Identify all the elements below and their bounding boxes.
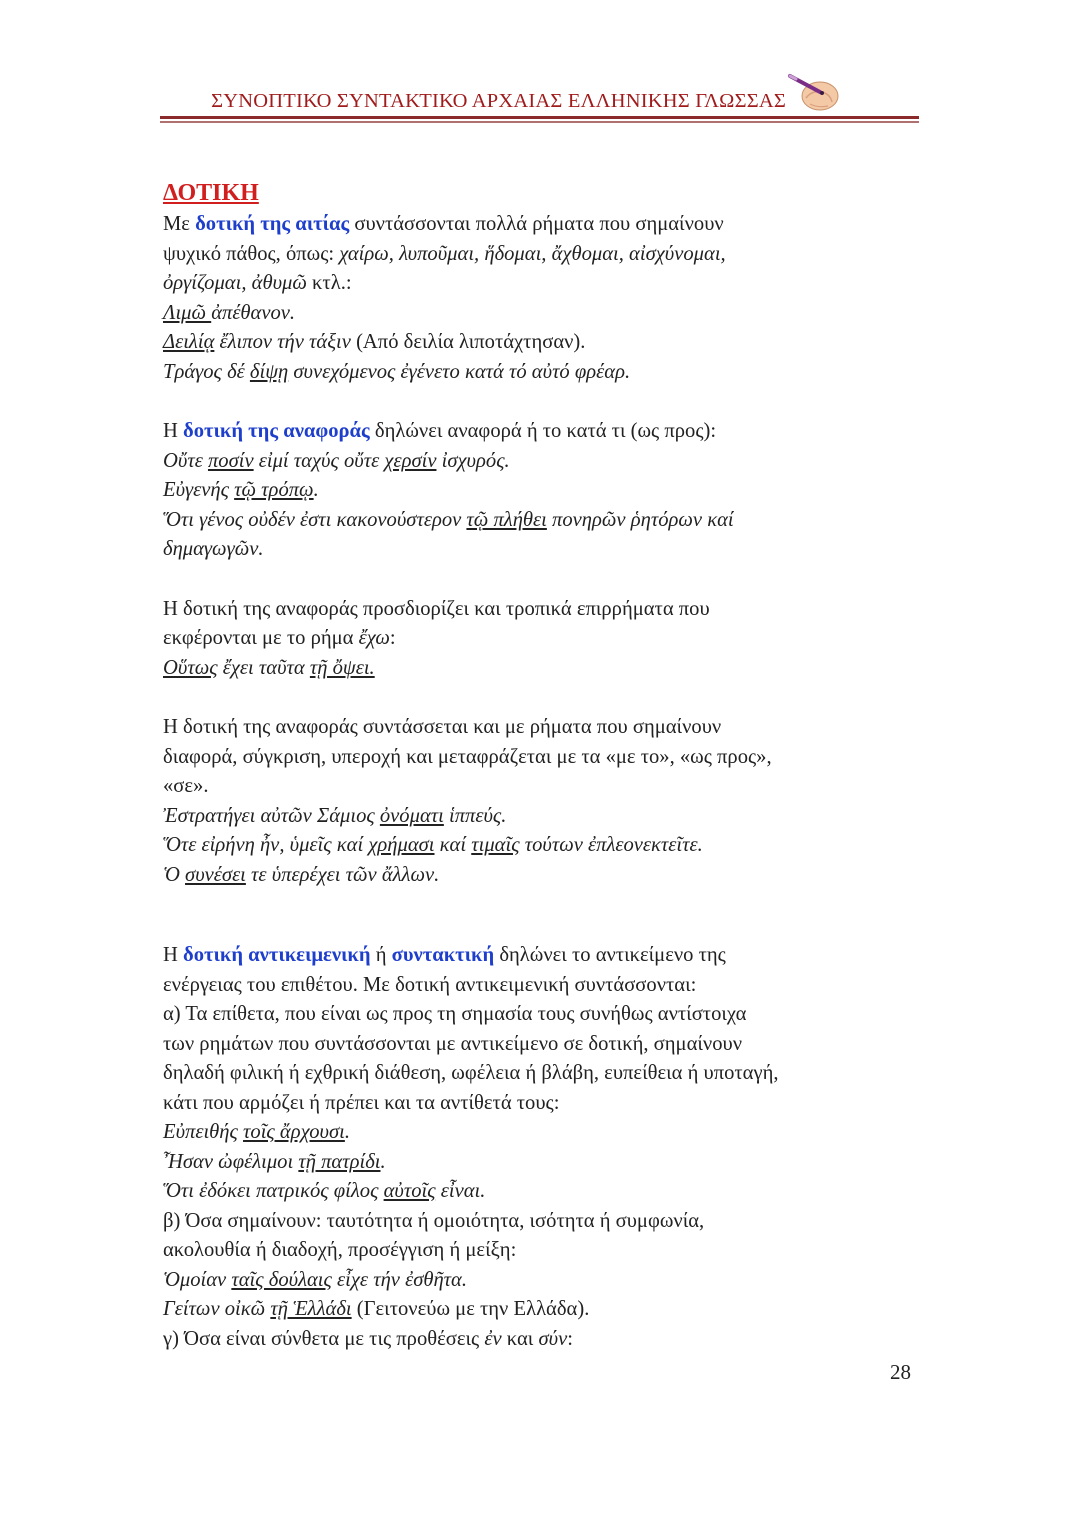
paragraph: κάτι που αρμόζει ή πρέπει και τα αντίθετά τους:	[163, 1091, 560, 1114]
translation: (Γειτονεύω με την Ελλάδα).	[351, 1298, 590, 1320]
text: Η	[163, 944, 184, 966]
example-line	[163, 506, 923, 536]
highlight-term: συντακτική	[391, 944, 495, 966]
example-line	[163, 1148, 923, 1178]
greek-text: Ὁ	[163, 863, 186, 886]
underlined-term: χρήμασι	[368, 834, 435, 856]
page-content	[163, 176, 923, 1354]
text: Με	[163, 213, 196, 235]
greek-text: Ὅτι ἐδόκει πατρικός φίλος	[163, 1180, 384, 1202]
greek-text: ἔχει ταῦτα	[217, 656, 310, 679]
greek-text: καί	[434, 834, 472, 856]
paragraph: «σε».	[163, 775, 209, 797]
underlined-term: ποσίν	[207, 449, 254, 472]
greek-text: ἀπέθανον.	[211, 301, 296, 324]
text: γ) Όσα είναι σύνθετα με τις προθέσεις	[163, 1327, 485, 1350]
greek-text: Ἐστρατήγει αὐτῶν Σάμιος	[163, 804, 380, 827]
paragraph: Η δοτική της αναφοράς συντάσσεται και με ρήματα που σημαίνουν	[163, 716, 722, 738]
example-line	[163, 861, 923, 891]
greek-text: πονηρῶν ῥητόρων καί	[546, 508, 734, 531]
greek-text: συνεχόμενος ἐγένετο κατά τό αὐτό φρέαρ.	[288, 360, 631, 383]
text: δηλώνει αναφορά ή το κατά τι (ως προς):	[369, 420, 717, 442]
example-line	[163, 802, 923, 832]
underlined-term: ταῖς δούλαις	[231, 1268, 332, 1291]
text: και	[501, 1327, 539, 1350]
example-line	[163, 447, 923, 477]
greek-text: .	[344, 1121, 351, 1143]
greek-text: τε ὑπερέχει τῶν ἄλλων.	[245, 863, 440, 886]
header-rule-thin	[160, 121, 919, 123]
underlined-term: Λιμῶ	[163, 301, 212, 324]
text: κτλ.:	[306, 272, 352, 294]
example-line	[163, 1266, 923, 1296]
greek-text: εἰμί ταχύς οὔτε	[253, 449, 385, 472]
paragraph	[163, 624, 923, 654]
greek-text: .	[313, 479, 319, 501]
text: δηλώνει το αντικείμενο της	[494, 944, 726, 966]
translation: (Από δειλία λιποτάχτησαν).	[350, 331, 586, 353]
highlight-term: δοτική της	[195, 213, 296, 235]
example-line	[163, 476, 923, 506]
underlined-term: Οὕτως	[163, 656, 218, 679]
greek-text: τούτων ἐπλεονεκτεῖτε.	[519, 834, 703, 856]
section-title: ΔΟΤΙΚΗ	[163, 180, 259, 206]
paragraph: διαφορά, σύγκριση, υπεροχή και μεταφράζεται με τα «με το», «ως προς»,	[163, 745, 772, 768]
highlight-term: δοτική της αναφοράς	[183, 420, 370, 442]
underlined-term: Δειλίᾳ	[163, 331, 215, 353]
example-line	[163, 358, 923, 388]
example-line	[163, 654, 923, 684]
underlined-term: τῷ τρόπῳ	[234, 479, 314, 501]
paragraph	[163, 941, 923, 971]
underlined-term: ὀνόματι	[379, 804, 444, 827]
greek-text: Εὐπειθής	[163, 1121, 244, 1143]
paragraph: των ρημάτων που συντάσσονται με αντικείμενο σε δοτική, σημαίνουν	[163, 1032, 743, 1055]
greek-text: Ὁμοίαν	[163, 1268, 232, 1291]
greek-text: ἱππεύς.	[443, 804, 507, 827]
greek-text: Τράγος δέ	[163, 360, 250, 383]
example-line	[163, 831, 923, 861]
example-line: δημαγωγῶν.	[163, 538, 264, 560]
greek-text: ἔλιπον τήν τάξιν	[214, 331, 351, 353]
paragraph	[163, 210, 923, 240]
underlined-term: δίψῃ	[249, 360, 289, 383]
text: :	[389, 627, 396, 649]
greek-text: Εὐγενής	[163, 479, 235, 501]
greek-text: ὀργίζομαι, ἀθυμῶ	[163, 272, 307, 294]
underlined-term: τιμαῖς	[471, 834, 520, 856]
example-line	[163, 299, 923, 329]
greek-text: Ὅτε εἰρήνη ἦν, ὑμεῖς καί	[163, 834, 369, 856]
paragraph: ενέργειας του επιθέτου. Με δοτική αντικειμενική συντάσσονται:	[163, 973, 697, 996]
underlined-term: χερσίν	[384, 449, 437, 472]
example-line	[163, 1295, 923, 1325]
paragraph: δηλαδή φιλική ή εχθρική διάθεση, ωφέλεια ή βλάβη, ευπείθεια ή υποταγή,	[163, 1062, 779, 1084]
paragraph: α) Τα επίθετα, που είναι ως προς τη σημασία τους συνήθως αντίστοιχα	[163, 1003, 747, 1025]
hand-writing-pen-icon	[786, 68, 844, 114]
example-line	[163, 328, 923, 358]
greek-text: ἐν	[484, 1327, 502, 1350]
greek-text: ἰσχυρός.	[436, 449, 510, 472]
text: Η	[163, 420, 184, 442]
underlined-term: τῇ ὄψει.	[309, 656, 375, 679]
underlined-term: συνέσει	[185, 863, 246, 886]
paragraph: Η δοτική της αναφοράς προσδιορίζει και τροπικά επιρρήματα που	[163, 597, 710, 620]
greek-text: Οὔτε	[163, 449, 208, 472]
example-line	[163, 1118, 923, 1148]
greek-text: Γείτων οἰκῶ	[163, 1298, 271, 1320]
greek-text: .	[380, 1150, 386, 1173]
text: ή	[370, 944, 392, 966]
highlight-term: δοτική αντικειμενική	[183, 944, 371, 966]
underlined-term: τῷ πλήθει	[466, 508, 547, 531]
highlight-term: αιτίας	[295, 213, 350, 235]
greek-text: χαίρω, λυποῦμαι, ἥδομαι, ἄχθομαι, αἰσχύνομαι,	[339, 242, 726, 265]
greek-text: εἶχε τήν ἐσθῆτα.	[331, 1268, 468, 1291]
greek-text: ἔχω	[358, 627, 390, 649]
header-rule	[160, 116, 919, 119]
paragraph: ακολουθία ή διαδοχή, προσέγγιση ή μείξη:	[163, 1239, 517, 1261]
example-line	[163, 1177, 923, 1207]
text: ψυχικό πάθος, όπως:	[163, 242, 340, 265]
header-title: ΣΥΝΟΠΤΙΚΟ ΣΥΝΤΑΚΤΙΚΟ ΑΡΧΑΙΑΣ ΕΛΛΗΝΙΚΗΣ ΓΛΩΣΣΑΣ	[211, 90, 786, 112]
greek-text: εἶναι.	[435, 1180, 486, 1202]
underlined-term: αὐτοῖς	[383, 1180, 436, 1202]
text: εκφέρονται με το ρήμα	[163, 627, 359, 649]
underlined-term: τοῖς ἄρχουσι	[243, 1121, 345, 1143]
paragraph	[163, 269, 923, 299]
greek-text: Ὅτι γένος οὐδέν ἐστι κακονούστερον	[163, 508, 467, 531]
paragraph	[163, 417, 923, 447]
paragraph: β) Όσα σημαίνουν: ταυτότητα ή ομοιότητα, ισότητα ή συμφωνία,	[163, 1209, 705, 1232]
paragraph	[163, 1325, 923, 1355]
underlined-term: τῇ πατρίδι	[298, 1150, 381, 1173]
greek-text: σύν	[538, 1327, 568, 1350]
underlined-term: τῇ Ἑλλάδι	[270, 1298, 352, 1320]
page-number: 28	[890, 1360, 911, 1384]
greek-text: Ἦσαν ὠφέλιμοι	[163, 1150, 299, 1173]
text: συντάσσονται πολλά ρήματα που σημαίνουν	[349, 213, 724, 235]
paragraph	[163, 240, 923, 270]
text: :	[567, 1327, 573, 1350]
